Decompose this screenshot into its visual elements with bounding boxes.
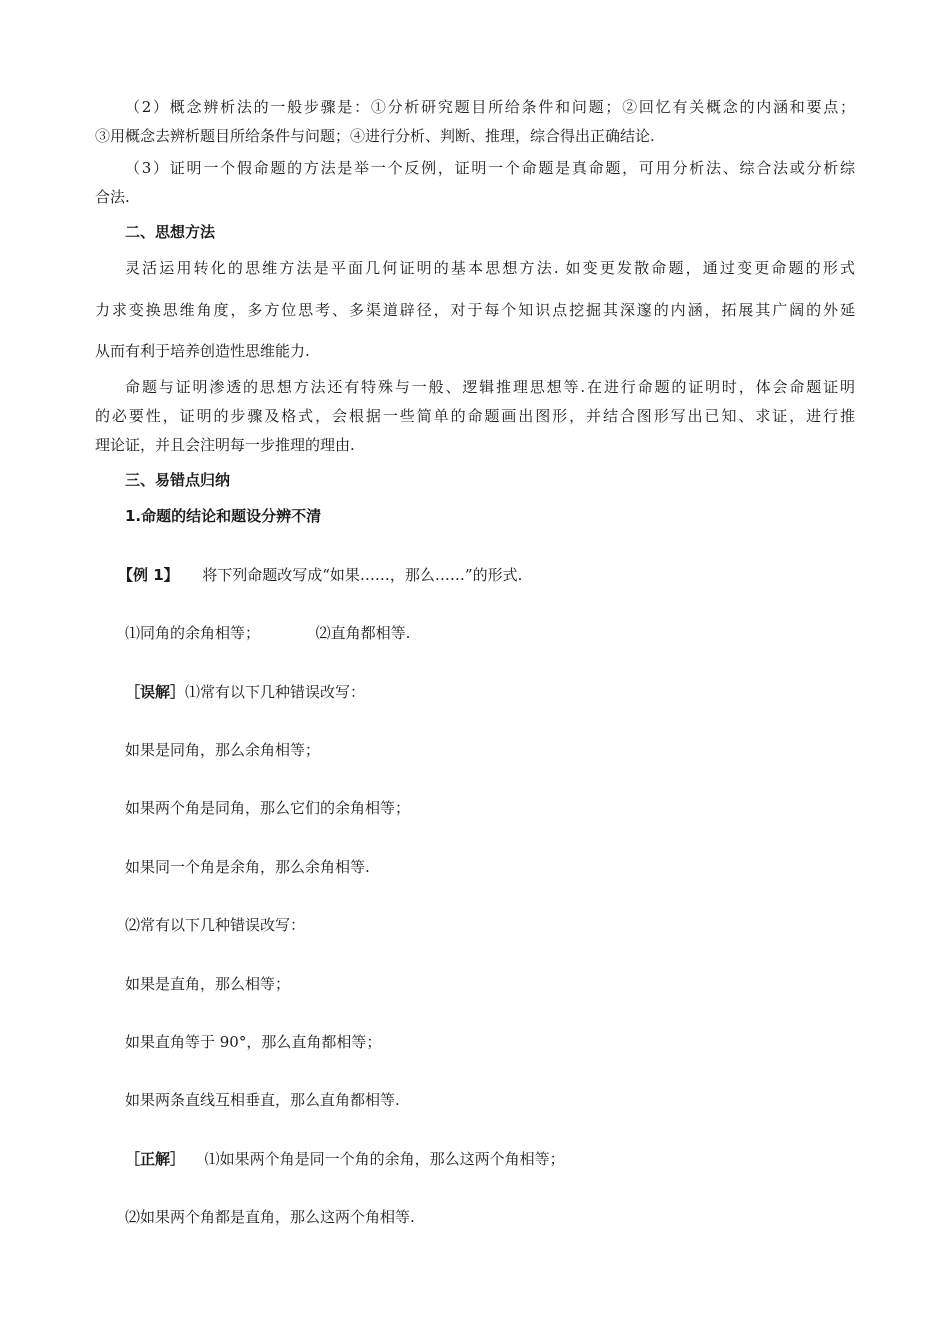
wrong-answer-5: 如果直角等于 90°，那么直角都相等； (125, 1033, 382, 1051)
proof-thinking-line-3: 理论证，并且会注明每一步推理的理由. (95, 436, 355, 454)
proof-thinking-line-2: 的必要性，证明的步骤及格式，会根据一些简单的命题画出图形，并结合图形写出已知、求证，进行推 (95, 407, 855, 425)
thinking-para-line-1: 灵活运用转化的思维方法是平面几何证明的基本思想方法. 如变更发散命题，通过变更命题的形式 (125, 259, 855, 277)
correct-solution-label: ［正解］ (125, 1150, 186, 1168)
method-steps-line-2: ③用概念去辨析题目所给条件与问题；④进行分析、判断、推理，综合得出正确结论. (95, 127, 655, 145)
wrong-answer-1: 如果是同角，那么余角相等； (125, 741, 321, 759)
example-text: 将下列命题改写成“如果……，那么……”的形式. (202, 566, 523, 584)
wrong-solution-text: ⑴常有以下几种错误改写： (185, 683, 366, 701)
example-questions (125, 623, 410, 643)
proof-method-line-1: （3）证明一个假命题的方法是举一个反例，证明一个命题是真命题，可用分析法、综合法或分析综 (125, 159, 855, 177)
example-1 (118, 565, 522, 585)
wrong-answer-2: 如果两个角是同角，那么它们的余角相等； (125, 799, 411, 817)
proof-method-line-2: 合法. (95, 188, 130, 206)
wrong-intro-2: ⑵常有以下几种错误改写： (125, 916, 306, 934)
wrong-answer-6: 如果两条直线互相垂直，那么直角都相等. (125, 1091, 400, 1109)
wrong-solution-label: ［误解］ (125, 683, 186, 701)
wrong-solution-intro (125, 682, 365, 702)
method-steps-line-1: （2）概念辨析法的一般步骤是：①分析研究题目所给条件和问题；②回忆有关概念的内涵和要点； (125, 98, 855, 116)
wrong-answer-3: 如果同一个角是余角，那么余角相等. (125, 858, 370, 876)
correct-answer-2: ⑵如果两个角都是直角，那么这两个角相等. (125, 1208, 415, 1226)
example-label: 【例 1】 (118, 566, 179, 584)
wrong-answer-4: 如果是直角，那么相等； (125, 975, 291, 993)
section-heading-thinking-methods: 二、思想方法 (125, 223, 216, 241)
question-2: ⑵直角都相等. (315, 624, 411, 642)
correct-answer-1: ⑴如果两个角是同一个角的余角，那么这两个角相等； (204, 1150, 565, 1168)
proof-thinking-line-1: 命题与证明渗透的思想方法还有特殊与一般、逻辑推理思想等.在进行命题的证明时，体会命题证明 (125, 378, 855, 396)
section-heading-common-errors: 三、易错点归纳 (125, 471, 231, 489)
correct-solution-1 (125, 1149, 565, 1169)
thinking-para-line-2: 力求变换思维角度，多方位思考、多渠道辟径，对于每个知识点挖掘其深邃的内涵，拓展其广阔的外延 (95, 301, 855, 319)
thinking-para-line-3: 从而有利于培养创造性思维能力. (95, 342, 310, 360)
question-1: ⑴同角的余角相等； (125, 624, 261, 642)
subheading-error-1: 1.命题的结论和题设分辨不清 (125, 507, 322, 525)
